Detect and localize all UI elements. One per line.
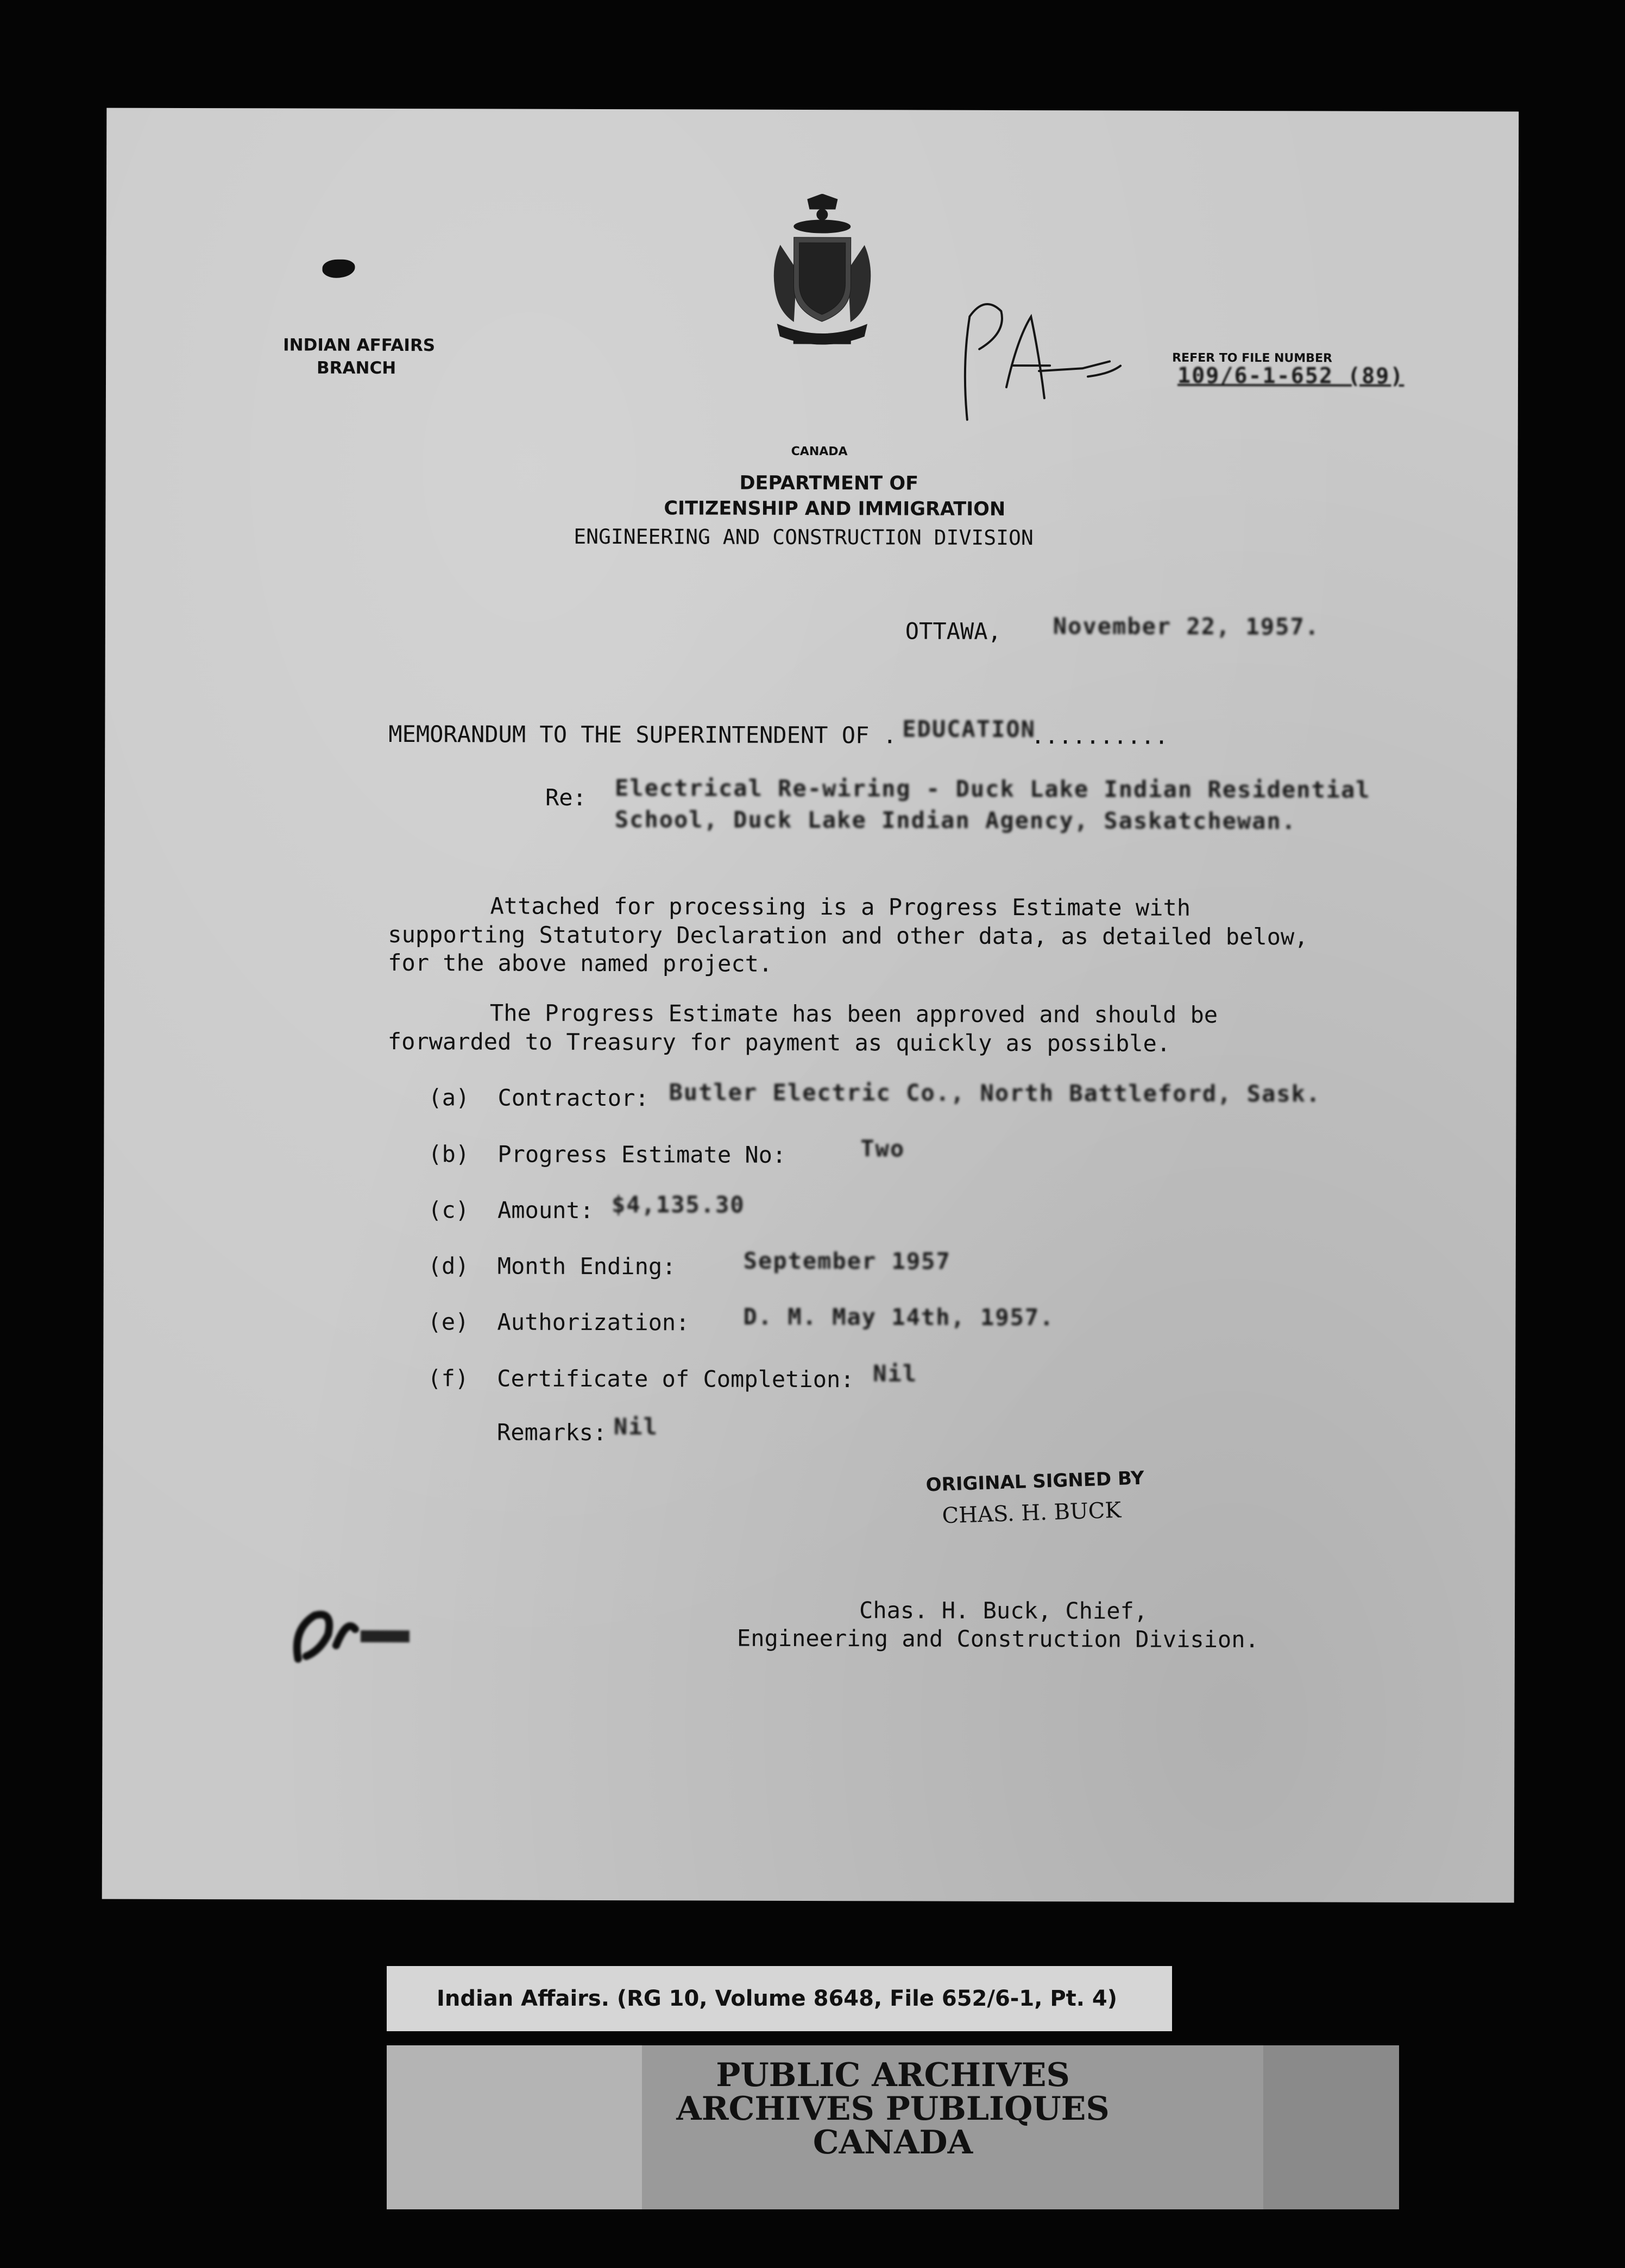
re-line1: Electrical Re-wiring - Duck Lake Indian Residential <box>614 774 1371 803</box>
item-label: Certificate of Completion: <box>497 1365 854 1393</box>
handwritten-mark <box>287 1596 429 1667</box>
remarks-value: Nil <box>613 1413 658 1440</box>
item-value: Nil <box>873 1360 918 1387</box>
signature-stamp-line2: CHAS. H. BUCK <box>941 1497 1122 1529</box>
document-page <box>102 108 1519 1903</box>
item-letter: (e) <box>427 1308 469 1335</box>
remarks-label: Remarks: <box>496 1419 607 1446</box>
re-label: Re: <box>545 784 587 811</box>
re-line2: School, Duck Lake Indian Agency, Saskatchewan. <box>614 806 1297 835</box>
archive-line3: CANADA <box>812 2124 973 2162</box>
para1-line1: Attached for processing is a Progress Estimate with <box>490 892 1191 921</box>
para2-line1: The Progress Estimate has been approved and should be <box>489 999 1218 1028</box>
file-ref-number: 109/6-1-652 (89) <box>1177 363 1404 389</box>
item-letter: (d) <box>427 1252 469 1280</box>
item-label: Month Ending: <box>497 1252 676 1280</box>
item-letter: (a) <box>428 1084 470 1111</box>
item-value: $4,135.30 <box>611 1191 745 1218</box>
country-name: CANADA <box>791 444 848 459</box>
place: OTTAWA, <box>905 618 1002 645</box>
signer-title: Engineering and Construction Division. <box>736 1624 1259 1653</box>
memo-date: November 22, 1957. <box>1053 613 1320 640</box>
item-letter: (b) <box>428 1141 470 1168</box>
item-value: Butler Electric Co., North Battleford, Sask. <box>669 1079 1321 1107</box>
coat-of-arms-icon <box>755 194 889 433</box>
item-value: D. M. May 14th, 1957. <box>743 1303 1055 1331</box>
file-ref-label: REFER TO FILE NUMBER <box>1172 351 1332 366</box>
memo-to-prefix: MEMORANDUM TO THE SUPERINTENDENT OF . <box>388 720 897 749</box>
department-line2: CITIZENSHIP AND IMMIGRATION <box>664 497 1006 520</box>
archive-reference-text: Indian Affairs. (RG 10, Volume 8648, File 652/6-1, Pt. 4) <box>437 1986 1118 2011</box>
item-label: Progress Estimate No: <box>497 1141 786 1168</box>
item-label: Contractor: <box>497 1084 649 1112</box>
memo-to-department: EDUCATION <box>902 715 1036 743</box>
item-value: Two <box>860 1135 905 1162</box>
para1-line2: supporting Statutory Declaration and other data, as detailed below, <box>388 921 1308 950</box>
para2-line2: forwarded to Treasury for payment as quickly as possible. <box>387 1028 1171 1057</box>
para1-line3: for the above named project. <box>388 949 773 977</box>
archive-line2: ARCHIVES PUBLIQUES <box>676 2090 1110 2128</box>
archive-line1: PUBLIC ARCHIVES <box>716 2056 1070 2094</box>
branch-line1: INDIAN AFFAIRS <box>283 335 436 356</box>
division-name: ENGINEERING AND CONSTRUCTION DIVISION <box>574 524 1034 550</box>
signer-name: Chas. H. Buck, Chief, <box>859 1597 1148 1624</box>
signature-stamp-line1: ORIGINAL SIGNED BY <box>925 1467 1145 1496</box>
item-value: September 1957 <box>743 1247 951 1275</box>
memo-to-suffix: .......... <box>1031 722 1169 749</box>
item-label: Amount: <box>497 1196 594 1224</box>
item-letter: (c) <box>427 1196 469 1224</box>
archive-reference-label <box>387 1966 1172 2031</box>
item-label: Authorization: <box>497 1308 690 1336</box>
branch-line2: BRANCH <box>317 358 396 378</box>
item-letter: (f) <box>427 1365 469 1392</box>
archive-stamp <box>387 2045 1399 2209</box>
department-line1: DEPARTMENT OF <box>739 472 919 495</box>
ink-blot <box>323 260 355 278</box>
handwritten-initials <box>947 295 1126 426</box>
